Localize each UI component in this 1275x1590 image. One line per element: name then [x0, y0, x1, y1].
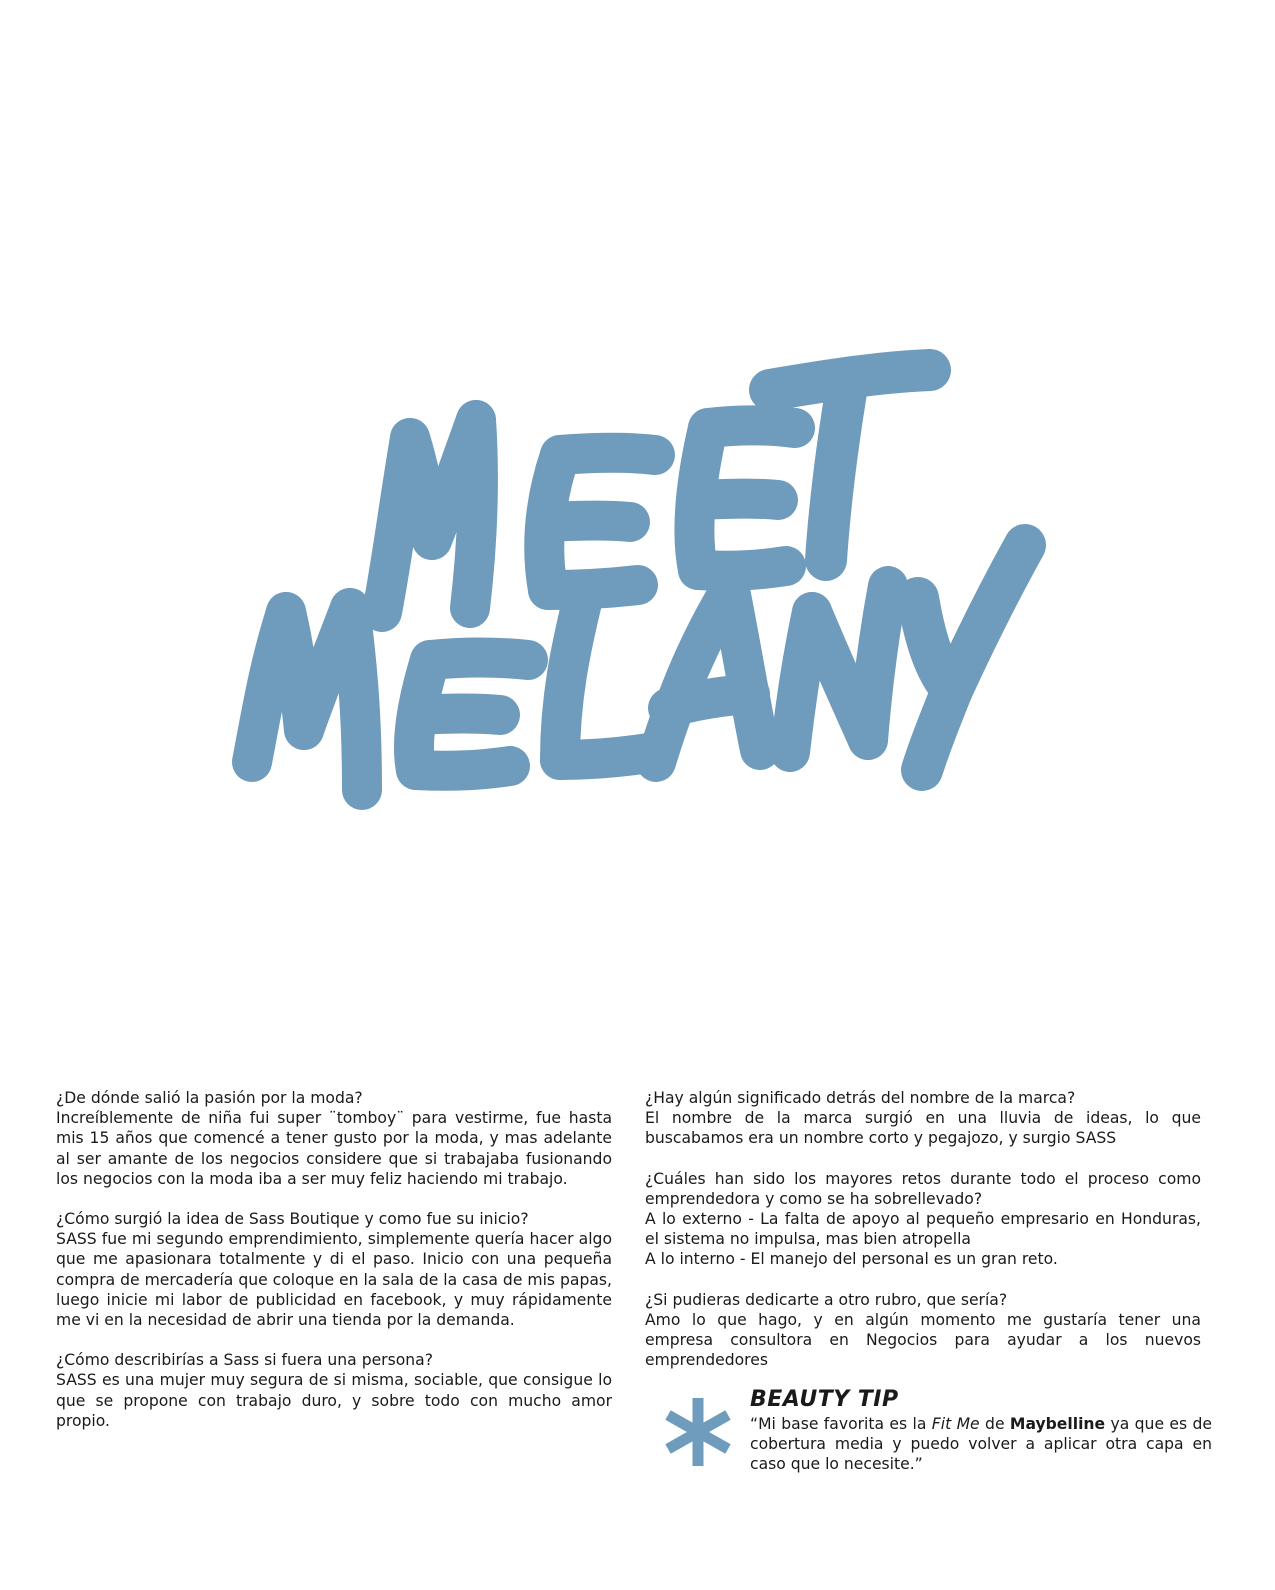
letter-e-3	[414, 657, 528, 770]
letter-a	[656, 590, 760, 762]
qa-persona	[56, 1350, 612, 1431]
question: ¿Si pudieras dedicarte a otro rubro, que sería?	[645, 1290, 1008, 1309]
letter-y	[918, 545, 1025, 770]
answer: SASS fue mi segundo emprendimiento, simplemente quería hacer algo que me apasionara totalmente y di el paso. Inicio con una pequeña compra de mercadería que coloque en la sala de la casa de mis papas, luego inicie mi labor de publicidad en facebook, y muy rápidamente me vi en la necesidad de abrir una tienda por la demanda.	[56, 1230, 612, 1330]
quote-end: ya que es de cobertura media y puedo volver a aplicar otra capa en caso que lo necesite.”	[750, 1415, 1213, 1474]
question: ¿Cómo surgió la idea de Sass Boutique y como fue su inicio?	[56, 1210, 529, 1229]
question: ¿Hay algún significado detrás del nombre de la marca?	[645, 1089, 1076, 1107]
qa-other-field	[645, 1290, 1201, 1371]
qa-passion	[56, 1088, 612, 1189]
question: ¿Cómo describirías a Sass si fuera una persona?	[56, 1351, 433, 1370]
letter-m-1	[382, 420, 478, 612]
answer-external: A lo externo - La falta de apoyo al pequeño empresario en Honduras, el sistema no impulsa, mas bien atropella	[645, 1210, 1201, 1249]
product-name: Fit Me	[931, 1415, 980, 1433]
letter-m-2	[252, 608, 362, 790]
question: ¿De dónde salió la pasión por la moda?	[56, 1089, 363, 1107]
answer: El nombre de la marca surgió en una lluvia de ideas, lo que buscabamos era un nombre corto y pegajozo, y surgio SASS	[645, 1109, 1201, 1148]
left-column	[56, 1088, 612, 1451]
letter-l	[560, 590, 655, 760]
qa-challenges	[645, 1169, 1201, 1270]
asterisk-icon	[662, 1396, 734, 1468]
qa-brand-name	[645, 1088, 1201, 1149]
brand-name: Maybelline	[1009, 1415, 1106, 1433]
qa-origin	[56, 1209, 612, 1330]
letter-e-1	[544, 453, 655, 590]
letter-n	[790, 586, 888, 752]
quote-open: “Mi base favorita es la	[750, 1415, 932, 1433]
quote-mid: de	[979, 1415, 1010, 1433]
beauty-tip-heading: BEAUTY TIP	[750, 1387, 899, 1412]
beauty-tip-box	[662, 1388, 1222, 1498]
question: ¿Cuáles han sido los mayores retos durante todo el proceso como emprendedora y como se ha sobrellevado?	[645, 1169, 1201, 1208]
answer-internal: A lo interno - El manejo del personal es un gran reto.	[645, 1250, 1058, 1269]
right-column	[645, 1088, 1201, 1390]
answer: Increíblemente de niña fui super ¨tomboy¨ para vestirme, fue hasta mis 15 años que comencé a tener gusto por la moda, y mas adelante al ser amante de los negocios considere que si trabajaba fusionando los negocios con la moda iba a ser muy feliz haciendo mi trabajo.	[56, 1109, 612, 1188]
letter-t-1	[770, 370, 930, 560]
answer: Amo lo que hago, y en algún momento me gustaría tener una empresa consultora en Negocios para ayudar a los nuevos emprendedores	[645, 1310, 1201, 1370]
beauty-tip-quote	[750, 1414, 1212, 1475]
letter-e-2	[694, 425, 795, 570]
answer: SASS es una mujer muy segura de si misma, sociable, que consigue lo que se propone con trabajo duro, y sobre todo con mucho amor propio.	[56, 1371, 612, 1430]
